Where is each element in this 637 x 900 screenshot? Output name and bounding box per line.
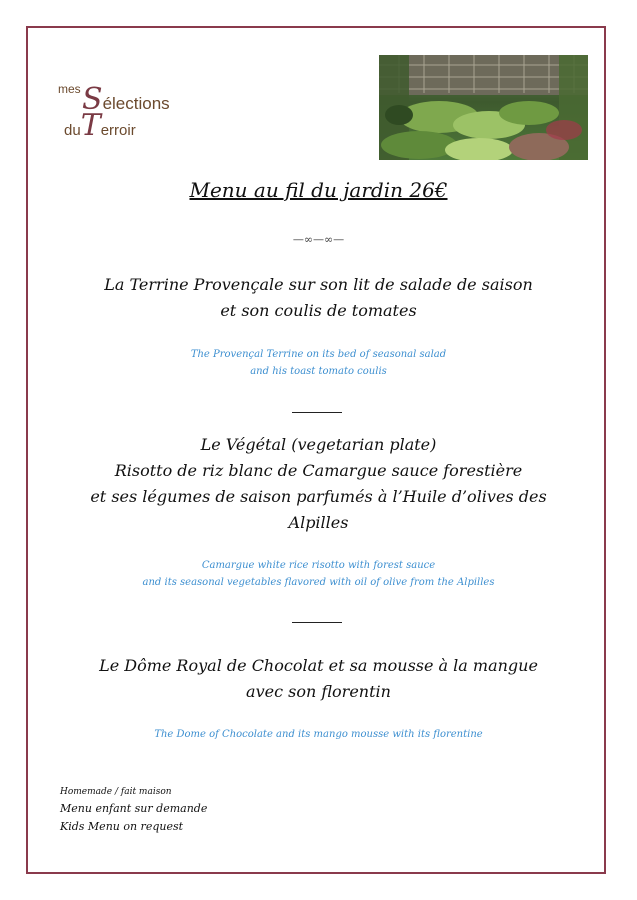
logo-line1: mes xyxy=(58,82,81,96)
separator-2 xyxy=(292,622,342,623)
course-1-english: The Provençal Terrine on its bed of seasonal salad and his toast tomato coulis xyxy=(190,349,447,377)
logo-line3: duTerroir xyxy=(64,108,136,143)
kids-menu-french: Menu enfant sur demande xyxy=(60,802,208,815)
ornament-divider: —∞—∞— xyxy=(292,233,345,246)
course-3-french: Le Dôme Royal de Chocolat et sa mousse à la mangue avec son florentin xyxy=(99,656,538,701)
separator-1 xyxy=(292,412,342,413)
logo xyxy=(58,80,174,152)
course-3-english: The Dome of Chocolate and its mango mousse with its florentine xyxy=(154,729,483,740)
menu-title: Menu au fil du jardin 26€ xyxy=(189,178,448,202)
logo-line2: Sélections xyxy=(82,82,170,117)
course-1-french: La Terrine Provençale sur son lit de salade de saison et son coulis de tomates xyxy=(104,275,533,320)
course-2-english: Camargue white rice risotto with forest sauce and its seasonal vegetables flavored with oil of olive from the Alpilles xyxy=(142,560,495,588)
homemade-note: Homemade / fait maison xyxy=(60,787,172,797)
course-2-french: Le Végétal (vegetarian plate) Risotto de riz blanc de Camargue sauce forestière et ses légumes de saison parfumés à l’Huile d’olives des Alpilles xyxy=(90,435,547,532)
garden-photo xyxy=(379,55,588,160)
kids-menu-english: Kids Menu on request xyxy=(60,820,184,833)
